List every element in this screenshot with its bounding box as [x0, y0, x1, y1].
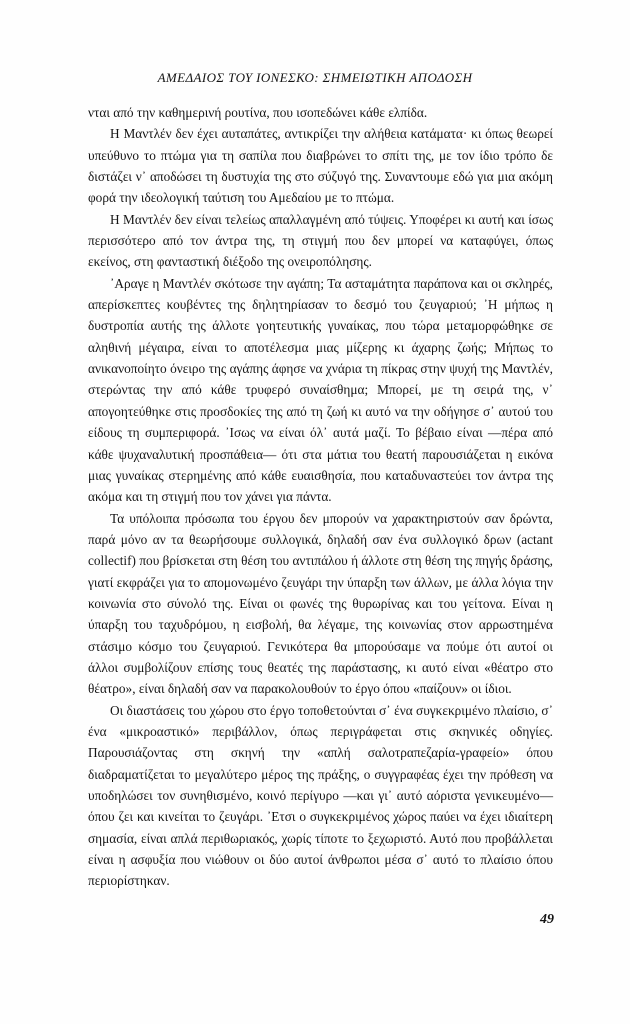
- paragraph: Τα υπόλοιπα πρόσωπα του έργου δεν μπορούν να χαρακτηριστούν σαν δρώντα, παρά μόνο αν τα θεωρήσουμε συλλογικά, δηλαδή σαν ένα συλλογικό δρων (actant collectif) που βρίσκεται στη θέση του αντιπάλου ή άλλοτε στη θέση της πηγής δράσης, γιατί εκφράζει για το απομονωμένο ζευγάρι την ύπαρξη των άλλων, με άλλα λόγια την κοινωνία στο σύνολό της. Είναι οι φωνές της θυρωρίνας και του γείτονα. Είναι η ύπαρξη του ταχυδρόμου, η εισβολή, θα λέγαμε, της κοινωνίας στον αρρωστημένα στάσιμο κόσμο του ζευγαριού. Γενικότερα θα μπορούσαμε να πούμε ότι αυτοί οι άλλοι συμβολίζουν επίσης τους θεατές της παράστασης, κι αυτό είναι «θέατρο στο θέατρο», είναι δηλαδή σαν να παρακολουθούν το έργο όπου «παίζουν» οι ίδιοι.: [88, 510, 553, 697]
- page-number: 49: [540, 912, 554, 927]
- paragraph: Η Μαντλέν δεν είναι τελείως απαλλαγμένη από τύψεις. Υποφέρει κι αυτή και ίσως περισσότερο από τον άντρα της, τη στιγμή που δεν μπορεί να καταφύγει, όπως εκείνος, στη φανταστική διέξοδο της ονειροπόλησης.: [88, 211, 553, 270]
- running-title: ΑΜΕΔΑΙΟΣ ΤΟΥ ΙΟΝΕΣΚΟ: ΣΗΜΕΙΩΤΙΚΗ ΑΠΟΔΟΣΗ: [157, 70, 473, 85]
- paragraph: Οι διαστάσεις του χώρου στο έργο τοποθετούνται σ᾽ ένα συγκεκριμένο πλαίσιο, σ᾽ ένα «μικροαστικό» περιβάλλον, όπως περιγράφεται στις σκηνικές οδηγίες. Παρουσιάζοντας στη σκηνή την «απλή σαλοτραπεζαρία-γραφείο» όπου διαδραματίζεται το μεγαλύτερο μέρος της πράξης, ο συγγραφέας έχει την πρόθεση να υποδηλώσει τον συνηθισμένο, κοινό περίγυρο —και γι᾽ αυτό αόριστα γενικευμένο— όπου ζει και κινείται το ζευγάρι. ᾽Ετσι ο συγκεκριμένος χώρος παύει να έχει ιδιαίτερη σημασία, είναι απλά περιθωριακός, χωρίς τίποτε το ξεχωριστό. Αυτό που προβάλλεται είναι η ασφυξία που νιώθουν οι δύο αυτοί άνθρωποι μέσα σ᾽ αυτό το πλαίσιο όπου περιορίστηκαν.: [88, 702, 553, 889]
- body-text: [88, 102, 553, 892]
- paragraph: ᾽Αραγε η Μαντλέν σκότωσε την αγάπη; Τα ασταμάτητα παράπονα και οι σκληρές, απερίσκεπτες κουβέντες της δηλητηρίασαν το δεσμό του ζευγαριού; ᾽Η μήπως η δυστροπία αυτής της άλλοτε γοητευτικής γυναίκας, που τώρα μεταμορφώθηκε σε αληθινή μέγαιρα, είναι το αποτέλεσμα μιας μίζερης κι άχαρης ζωής; Μήπως το ανικανοποίητο όνειρο της αγάπης άφησε να χνάρια τη πίκρας στην ψυχή της Μαντλέν, στερώντας την από κάθε τρυφερό συναίσθημα; Μπορεί, με τη σειρά της, ν᾽ απογοητεύθηκε στις προσδοκίες της από τη ζωή κι αυτό να την οδήγησε σ᾽ αυτού του είδους τη συμπεριφορά. ᾽Ισως να είναι όλ᾽ αυτά μαζί. Το βέβαιο είναι —πέρα από κάθε ψυχαναλυτική προσπάθεια— ότι στα μάτια του θεατή παρουσιάζεται η εικόνα μιας γυναίκας στερημένης από κάθε ευαισθησία, που καταδυναστεύει τον άντρα της ακόμα και τη στιγμή που τον χάνει για πάντα.: [88, 275, 553, 505]
- paragraph: Η Μαντλέν δεν έχει αυταπάτες, αντικρίζει την αλήθεια κατάματα· κι όπως θεωρεί υπεύθυνο το πτώμα για τη σαπίλα που διαβρώνει το σπίτι της, με τον ίδιο τρόπο δε διστάζει ν᾽ αποδώσει τη δυστυχία της στο σύζυγό της. Συναντουμε εδώ για μια ακόμη φορά την ιδεολογική ταύτιση του Αμεδαίου με το πτώμα.: [88, 126, 553, 206]
- paragraph-continued: νται από την καθημερινή ρουτίνα, που ισοπεδώνει κάθε ελπίδα.: [88, 105, 428, 120]
